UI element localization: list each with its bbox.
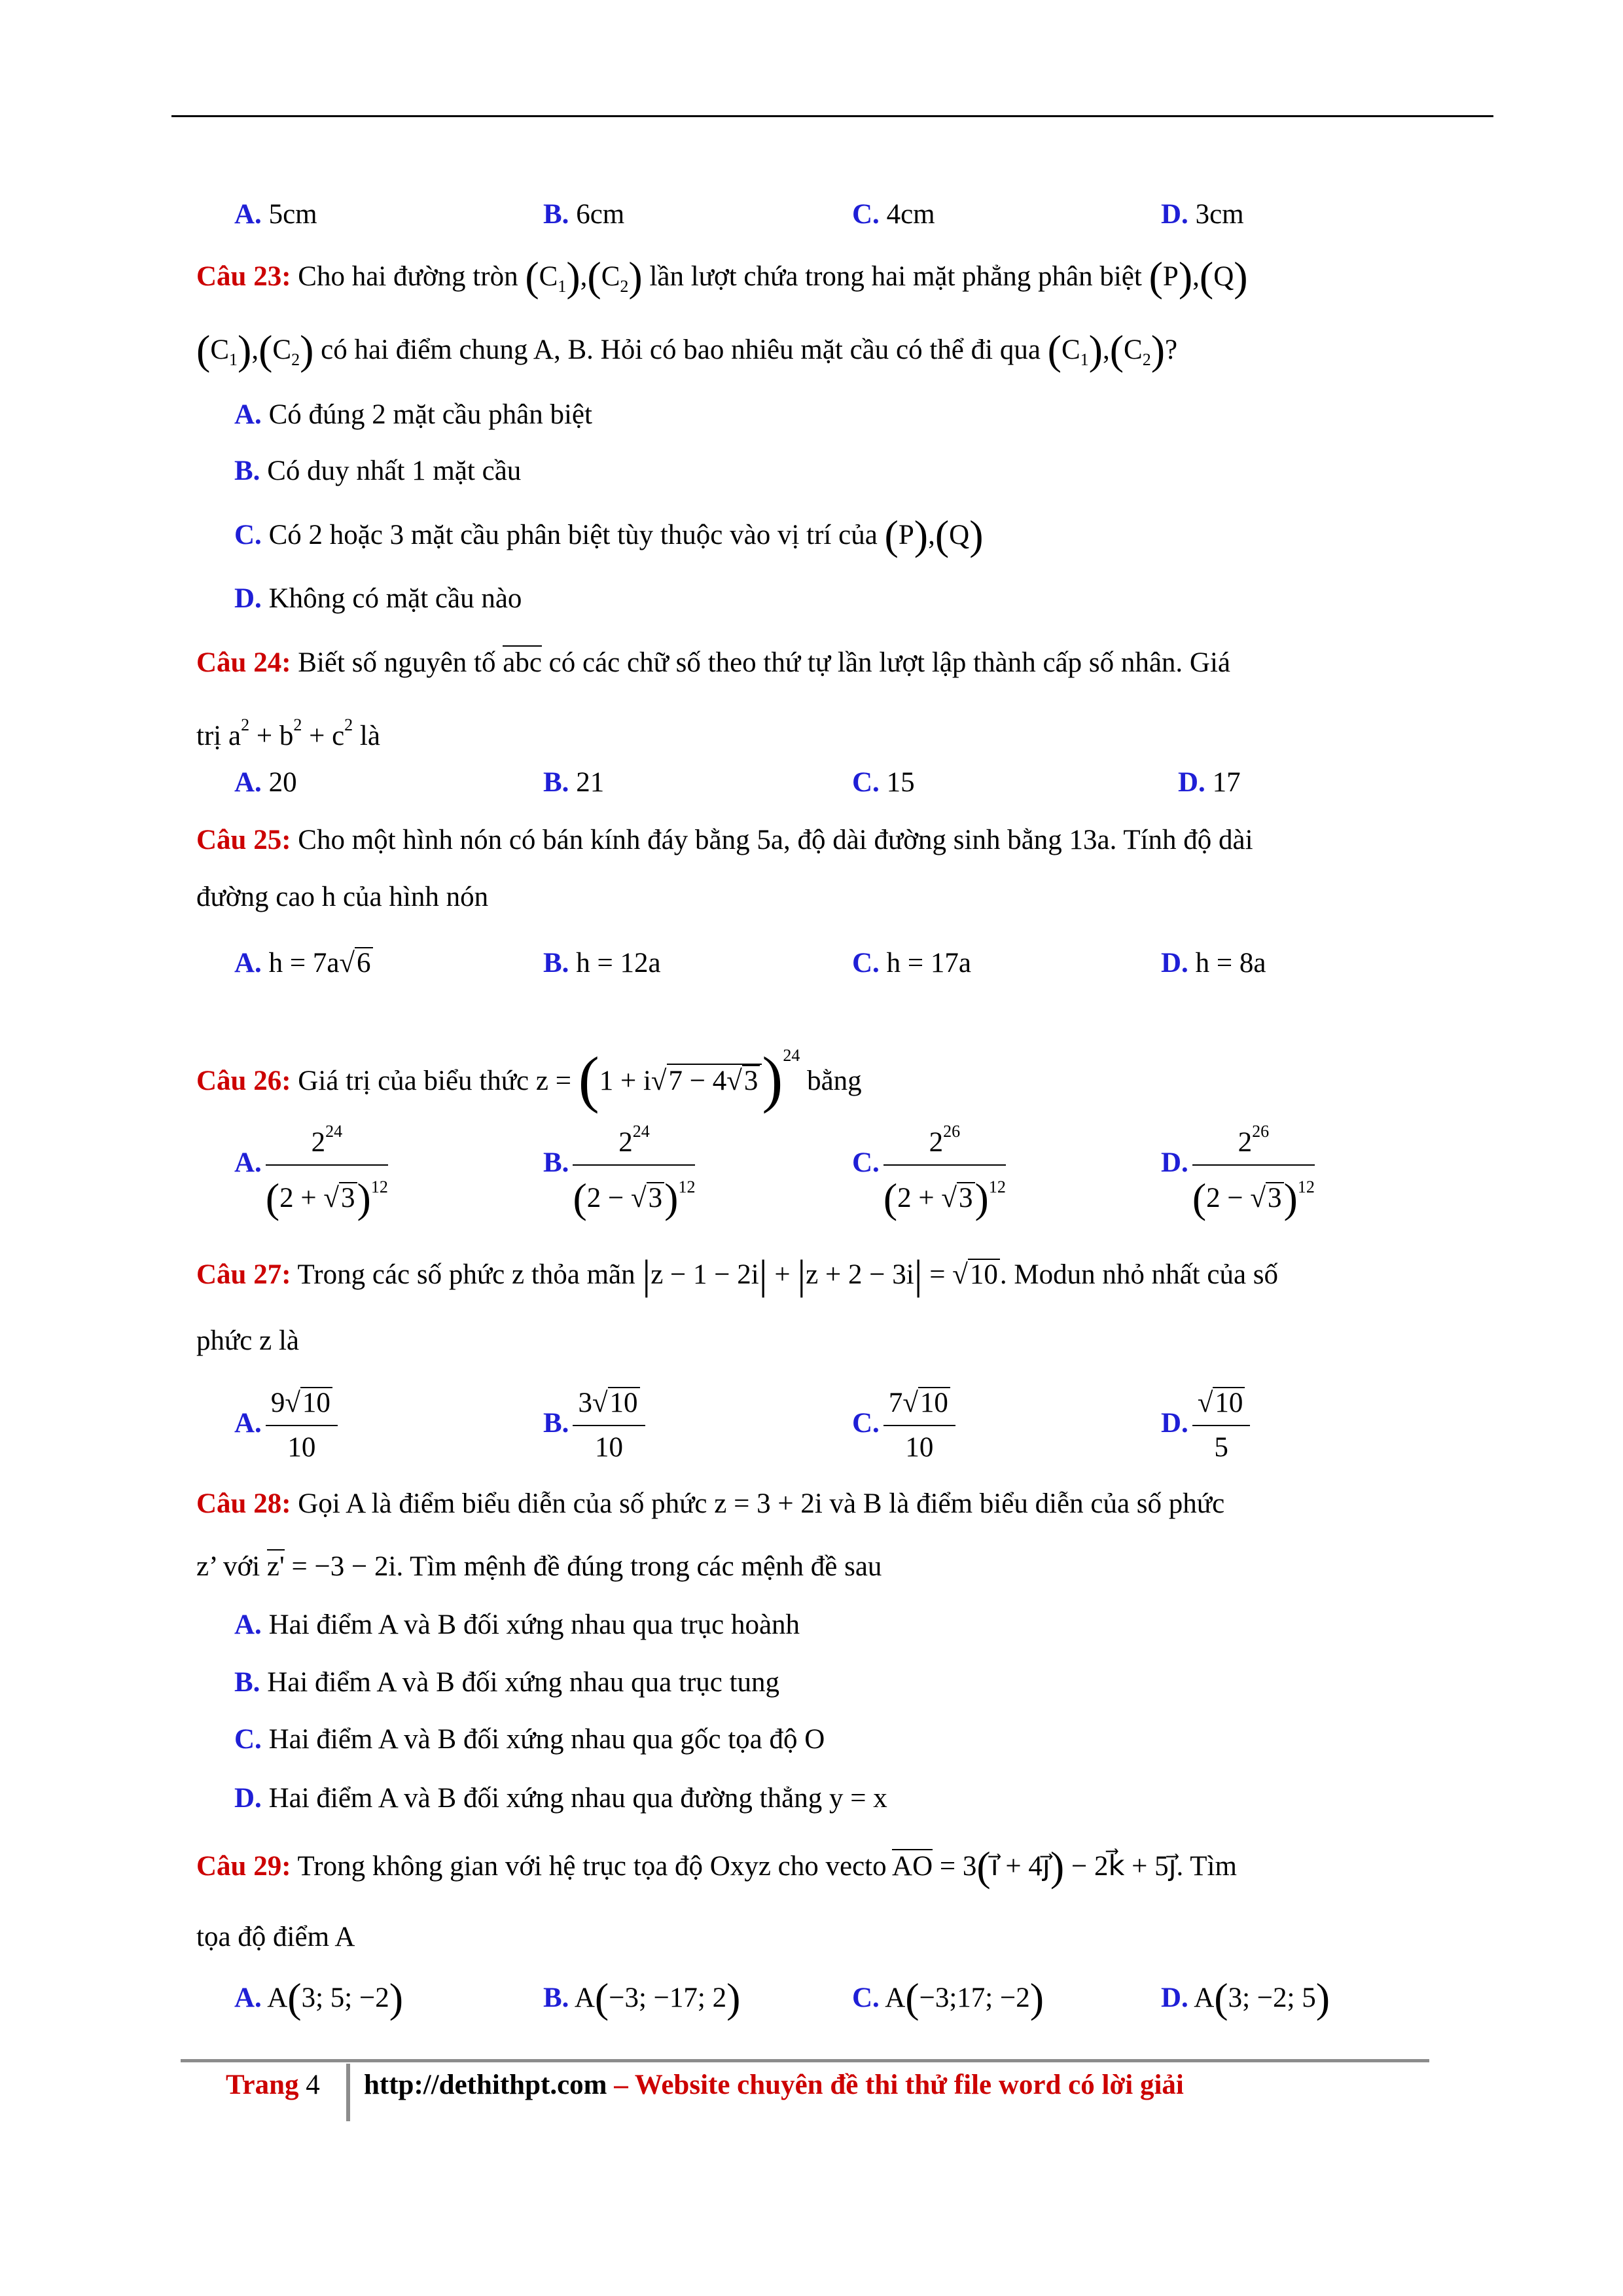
question-label: Câu 23: (196, 261, 291, 292)
footer-separator (346, 2064, 350, 2121)
q23-option-a: A. Có đúng 2 mặt cầu phân biệt (234, 399, 592, 430)
option-c: C. 4cm (852, 199, 935, 230)
q26-line1: Câu 26: Giá trị của biểu thức $z = (1 + i√7 - 4√3)^{24}$ bằng (196, 1044, 862, 1114)
q27-line1: Câu 27: Trong các số phức z thỏa mãn |z − 1 − 2i| + |z + 2 − 3i| = √10. Modun nhỏ nhất của số (196, 1251, 1279, 1298)
q29-line1: Câu 29: Trong không gian với hệ trục tọa độ Oxyz cho vecto AO = 3(i⃗ + 4j⃗) − 2k⃗ + 5j⃗. Tìm (196, 1843, 1237, 1890)
q24-line2: trị $a^2 + b^2 + c^2$ là (196, 715, 380, 751)
q27-options: A. $\frac{9√10}{10}$ B. $\frac{3√10}{10}$ C. $\frac{7√10}{10}$ D. $\frac{√10}{5}$ (196, 1381, 1433, 1466)
q27-line2: phức z là (196, 1325, 300, 1356)
option-d: D. 3cm (1161, 199, 1244, 230)
q24-line1: Câu 24: Biết số nguyên tố abc có các chữ số theo thứ tự lần lượt lập thành cấp số nhân. Giá (196, 645, 1433, 681)
header-rule (171, 115, 1493, 117)
q25-line1: Câu 25: Cho một hình nón có bán kính đáy bằng 5a, độ dài đường sinh bằng 13a. Tính độ dài (196, 825, 1253, 855)
footer-rule (181, 2059, 1429, 2062)
q28-option-d: D. Hai điểm A và B đối xứng nhau qua đường thẳng y = x (234, 1783, 887, 1814)
q23-line2: $(C_1),(C_2)$ có hai điểm chung A, B. Hỏi có bao nhiêu mặt cầu có thể đi qua $(C_1),(C_2)$? (196, 327, 1178, 373)
option-b: B. 6cm (543, 199, 625, 230)
q23-option-c: C. Có 2 hoặc 3 mặt cầu phân biệt tùy thuộc vào vị trí của (P),(Q) (234, 512, 984, 558)
q28-line1: Câu 28: Gọi A là điểm biểu diễn của số phức z = 3 + 2i và B là điểm biểu diễn của số phức (196, 1488, 1225, 1519)
option-a: A. 5cm (234, 199, 317, 230)
q23-line1: Câu 23: Cho hai đường tròn $(C_1),(C_2)$ lần lượt chứa trong hai mặt phẳng phân biệt (P),(Q) (196, 253, 1248, 300)
q29-line2: tọa độ điểm A (196, 1922, 355, 1952)
footer-website[interactable]: http://dethithpt.com – Website chuyên đề thi thử file word có lời giải (364, 2070, 1184, 2100)
q26-options: A. $\frac{2^{24}}{(2 + √3)^{12}}$ B. $\frac{2^{24}}{(2 - √3)^{12}}$ C. $\frac{2^{26}}{(2 + √3)^{12}}$ D. $\frac{2^{26}}{(2 - √3)^{12}}$ (196, 1113, 1433, 1204)
q23-option-b: B. Có duy nhất 1 mặt cầu (234, 456, 522, 486)
footer-link[interactable]: http://dethithpt.com (364, 2070, 607, 2100)
q28-line2: z’ với z' = −3 − 2i. Tìm mệnh đề đúng trong các mệnh đề sau (196, 1549, 1433, 1585)
q25-line2: đường cao h của hình nón (196, 882, 489, 912)
q28-option-c: C. Hai điểm A và B đối xứng nhau qua gốc tọa độ O (234, 1724, 825, 1755)
q23-option-d: D. Không có mặt cầu nào (234, 583, 522, 614)
page-number: Trang 4 (226, 2070, 320, 2100)
q28-option-b: B. Hai điểm A và B đối xứng nhau qua trục tung (234, 1667, 780, 1698)
q28-option-a: A. Hai điểm A và B đối xứng nhau qua trục hoành (234, 1609, 800, 1640)
